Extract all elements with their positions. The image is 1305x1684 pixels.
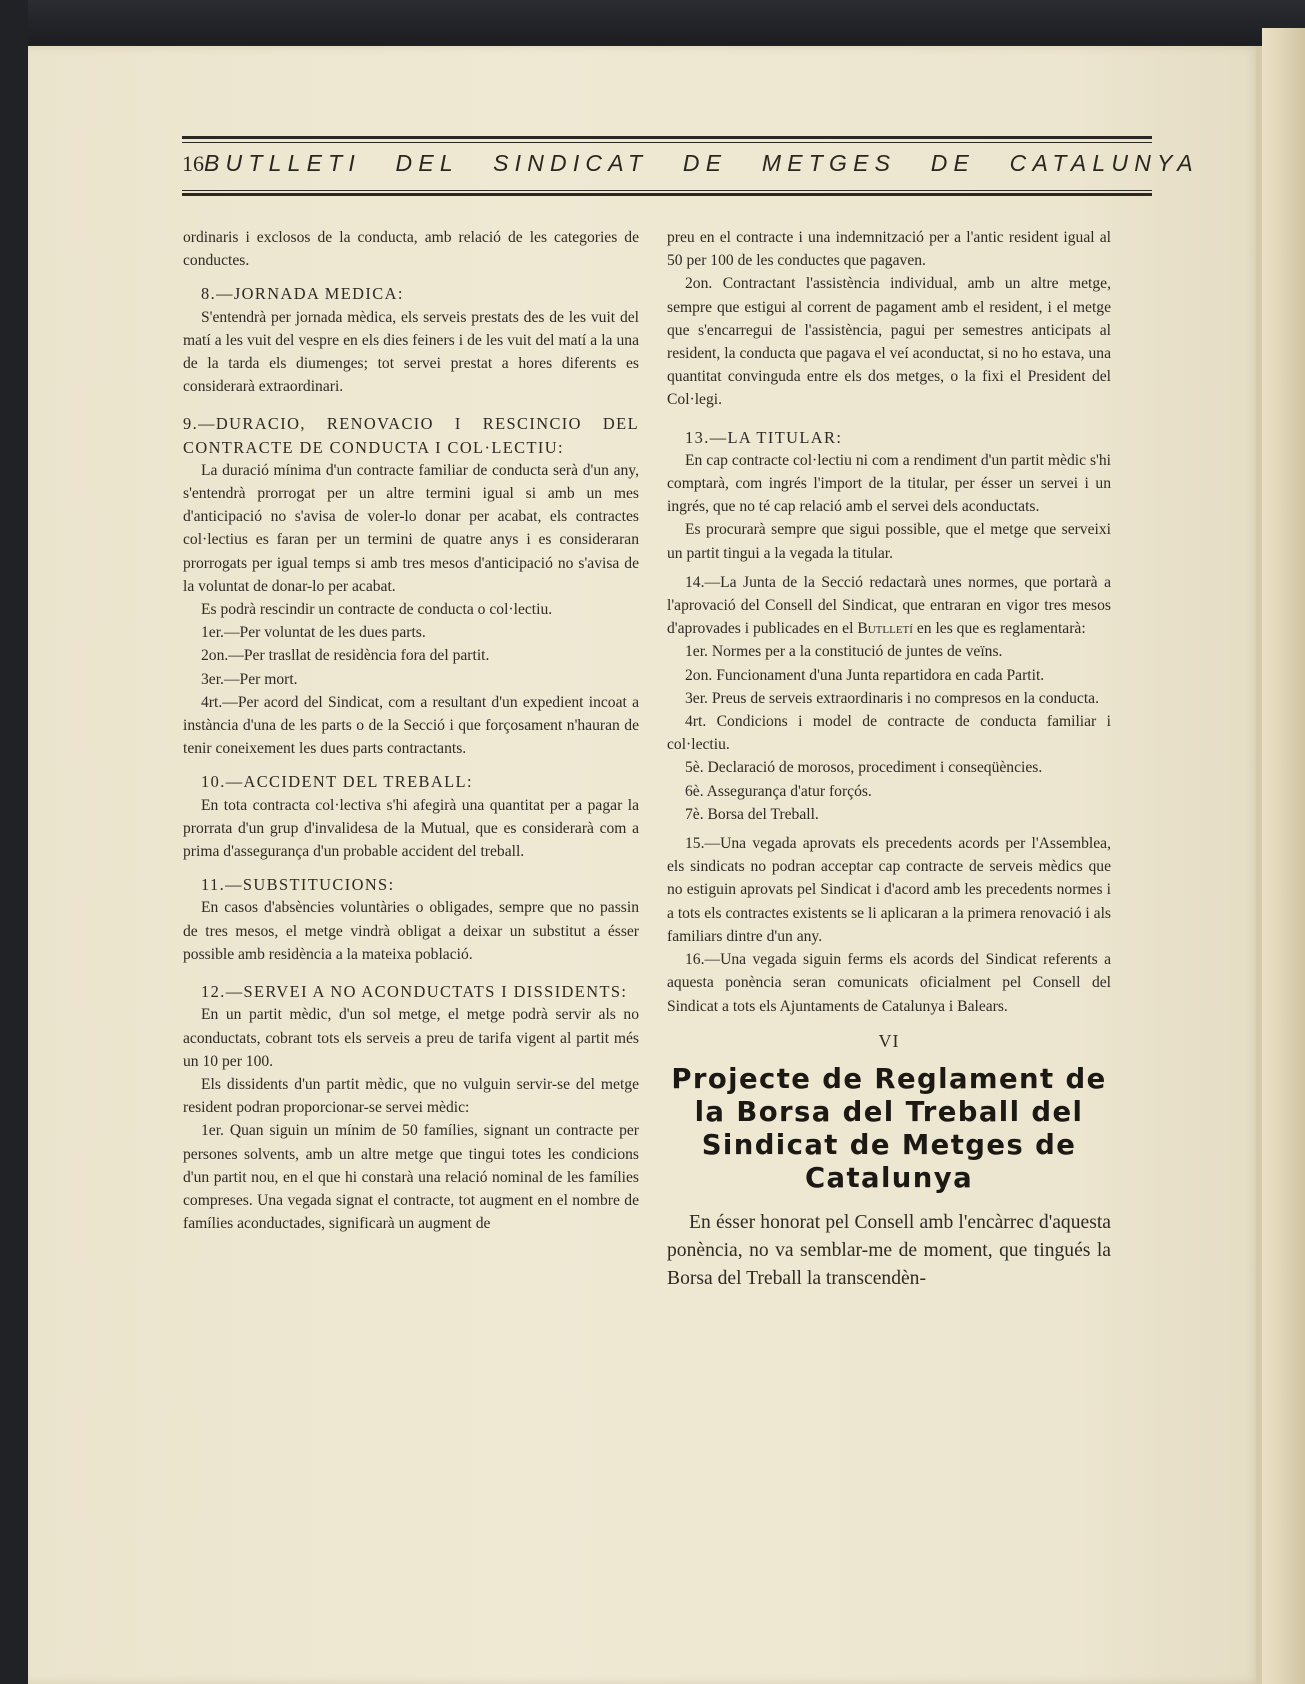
article-title: Projecte de Reglament de la Borsa del Treball del Sindicat de Metges de Catalunya xyxy=(671,1062,1107,1194)
list-item: 3er. Preus de serveis extraordinaris i no compresos en la conducta. xyxy=(685,689,1099,707)
left-column xyxy=(183,226,639,1235)
paragraph: preu en el contracte i una indemnització per a l'antic resident igual al 50 per 100 de les conductes que pagaven. xyxy=(667,229,1111,270)
section-heading: 8.—JORNADA MEDICA: xyxy=(201,284,404,304)
paragraph: Els dissidents d'un partit mèdic, que no vulguin servir-se del metge resident podran proporcionar-se servei mèdic: xyxy=(183,1075,639,1117)
paragraph xyxy=(667,571,1111,641)
section-heading: 9.—DURACIO, RENOVACIO I RESCINCIO DEL CONTRACTE DE CONDUCTA I COL·LECTIU: xyxy=(183,414,639,457)
paragraph: S'entendrà per jornada mèdica, els serveis prestats des de les vuit del matí a les vuit del vespre en els dies feiners i de les vuit del matí a la una de la tarda els diumenges; tot servei prestat a hores diferents es considerarà extraordinari. xyxy=(183,308,639,396)
page-header xyxy=(182,90,1199,176)
paragraph: Es procurarà sempre que sigui possible, que el metge que serveixi un partit tingui a la vegada la titular. xyxy=(667,521,1111,562)
header-rule xyxy=(182,142,1152,143)
paragraph: En cap contracte col·lectiu ni com a rendiment d'un partit mèdic s'hi comptarà, com ingrés l'import de la titular, per ésser un servei i un ingrés, que no té cap relació amb el servei dels aconductats. xyxy=(667,451,1111,516)
lead-paragraph: En ésser honorat pel Consell amb l'encàrrec d'aquesta ponència, no va semblar-me de moment, que tingués la Borsa del Treball la transcendèn- xyxy=(667,1211,1111,1289)
list-item: 2on. Funcionament d'una Junta repartidora en cada Partit. xyxy=(685,666,1045,684)
paragraph: En tota contracta col·lectiva s'hi afegirà una quantitat per a pagar la prorrata d'un grup d'invalidesa de la Mutual, que es considerarà com a prima d'assegurança d'un probable accident del treball. xyxy=(183,796,639,861)
section-heading: 12.—SERVEI A NO ACONDUCTATS I DISSIDENTS: xyxy=(201,982,628,1002)
paragraph: 2on. Contractant l'assistència individual, amb un altre metge, sempre que estigui al corrent de pagament amb el resident, i el metge que s'encarregui de l'assistència, pagui per semestres anticipats al resident, la conducta que pagava el veí aconductat, si no ho estava, una quantitat convinguda entre els dos metges, o la fixi el President del Col·legi. xyxy=(667,275,1111,409)
list-item: 5è. Declaració de morosos, procediment i conseqüències. xyxy=(685,759,1043,777)
paragraph-text: en les que es reglamentarà: xyxy=(916,620,1086,638)
paragraph: En un partit mèdic, d'un sol metge, el metge podrà servir als no aconductats, cobrant tots els serveis a preu de tarifa vigent al partit més un 10 per 100. xyxy=(183,1006,639,1070)
right-column xyxy=(667,226,1111,1293)
list-item: 1er. Normes per a la constitució de juntes de veïns. xyxy=(685,643,1003,661)
paragraph: La duració mínima d'un contracte familiar de conducta serà d'un any, s'entendrà prorrogat per un altre termini igual si amb un mes d'anticipació no s'avisa de voler-lo donar per acabat, els contractes col·lectius es faran per un termini de quatre anys i es consideraran prorrogats per igual temps si amb tres mesos d'anticipació no s'avisa de la voluntat de donar-lo per acabat. xyxy=(183,461,639,595)
running-title: BUTLLETI DEL SINDICAT DE METGES DE CATALUNYA xyxy=(204,150,1199,176)
list-item: 3er.—Per mort. xyxy=(201,670,298,688)
adjacent-page-edge xyxy=(1262,28,1305,1684)
paragraph: Es podrà rescindir un contracte de conducta o col·lectiu. xyxy=(201,601,553,619)
header-row xyxy=(182,150,1199,186)
section-heading: 11.—SUBSTITUCIONS: xyxy=(201,875,395,895)
paragraph: 15.—Una vegada aprovats els precedents acords per l'Assemblea, els sindicats no podran acceptar cap contracte de serveis mèdics que no estiguin aprovats pel Sindicat i d'acord amb les precedents normes i a tots els contractes existents se li aplicaran a la primera renovació i als familiars dintre d'un any. xyxy=(667,835,1111,945)
section-heading: 10.—ACCIDENT DEL TREBALL: xyxy=(201,772,473,792)
section-numeral: VI xyxy=(878,1030,900,1051)
list-item: 4rt.—Per acord del Sindicat, com a resultant d'un expedient incoat a instància d'una de les parts o de la Secció i que forçosament n'hauran de tenir coneixement les dues parts contractants. xyxy=(183,693,639,758)
header-rule xyxy=(182,193,1152,196)
list-item: 4rt. Condicions i model de contracte de conducta familiar i col·lectiu. xyxy=(667,713,1111,754)
publication-name: Butlletí xyxy=(857,620,913,638)
header-rule xyxy=(182,190,1152,191)
paragraph: En casos d'absències voluntàries o obligades, sempre que no passin de tres mesos, el metge vindrà obligat a deixar un substitut a ésser possible amb residència a la mateixa població. xyxy=(183,899,639,963)
scan-background-top xyxy=(0,0,1305,44)
list-item: 7è. Borsa del Treball. xyxy=(685,805,819,823)
paragraph: 16.—Una vegada siguin ferms els acords del Sindicat referents a aquesta ponència seran comunicats oficialment pel Consell del Sindicat a tots els Ajuntaments de Catalunya i Balears. xyxy=(667,951,1111,1015)
list-item: 2on.—Per trasllat de residència fora del partit. xyxy=(201,647,490,665)
list-item: 6è. Assegurança d'atur forçós. xyxy=(685,782,872,800)
paragraph: ordinaris i exclosos de la conducta, amb relació de les categories de conductes. xyxy=(183,229,639,270)
page-number: 16 xyxy=(182,151,204,176)
header-rule xyxy=(182,136,1152,139)
paragraph: 1er. Quan siguin un mínim de 50 famílies, signant un contracte per persones solvents, amb un altre metge que tingui totes les condicions d'un partit nou, en el que hi constarà una relació nominal de les famílies compreses. Una vegada signat el contracte, tot augment en el nombre de famílies aconductades, significarà un augment de xyxy=(183,1122,639,1233)
page-gutter-shadow xyxy=(1256,46,1262,1684)
list-item: 1er.—Per voluntat de les dues parts. xyxy=(201,624,426,642)
section-heading: 13.—LA TITULAR: xyxy=(685,427,843,447)
paragraph-text: 14.—La Junta de la Secció redactarà unes normes, que portarà a l'aprovació del Consell del Sindicat, que entraran en vigor tres mesos d'aprovades i publicades en el xyxy=(667,573,1111,638)
scan-background-left xyxy=(0,0,28,1684)
